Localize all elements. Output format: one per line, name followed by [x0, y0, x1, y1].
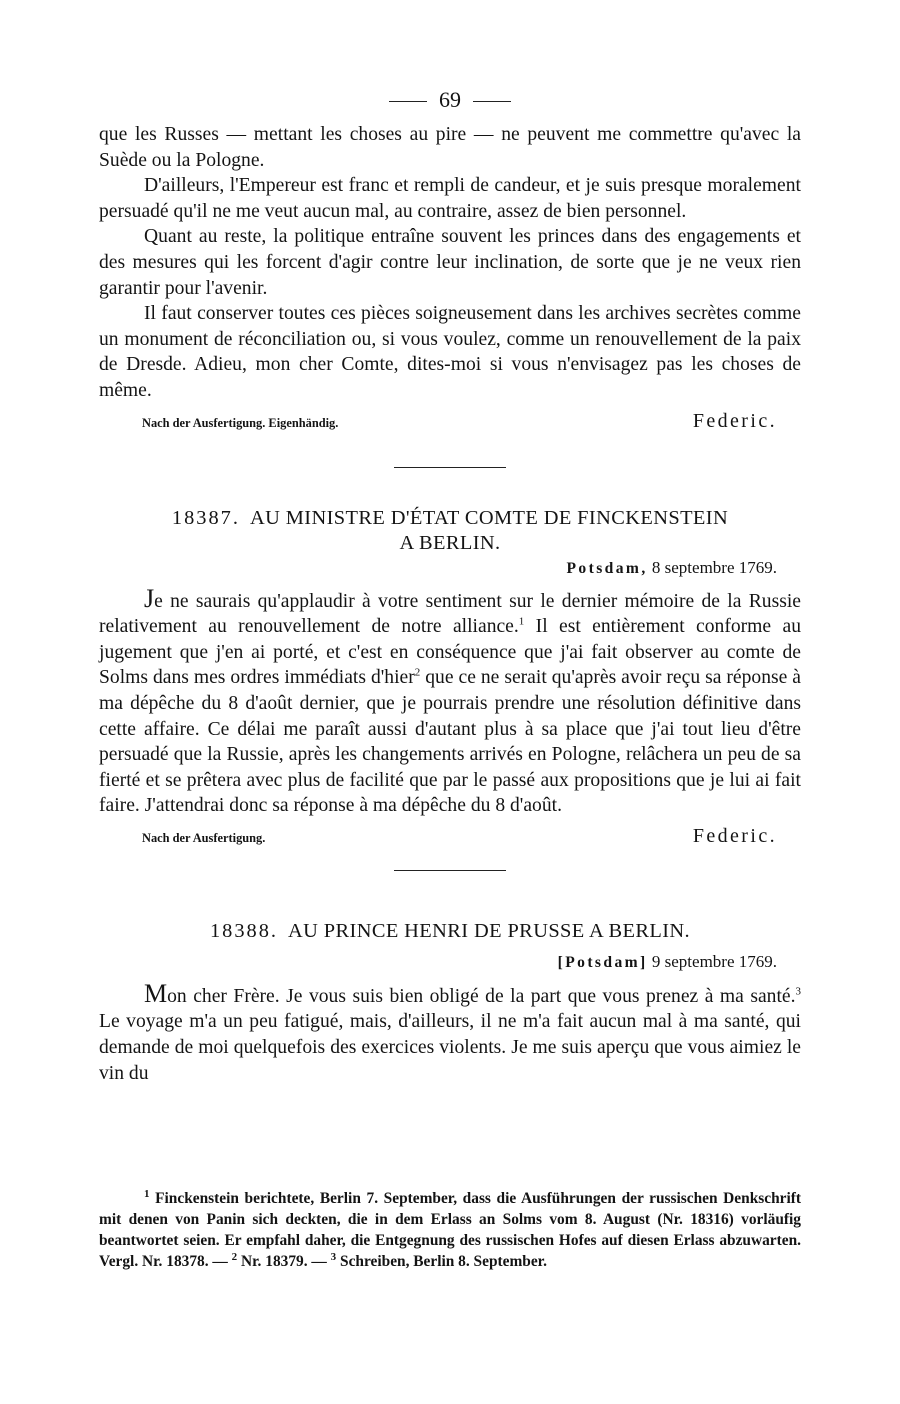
- footnotes: [99, 1188, 801, 1272]
- paragraph: Quant au reste, la politique entraîne souvent les princes dans des engagements et des mesures qui les forcent d'agir contre leur inclination, de sorte que je ne veux rien garantir pour l'avenir.: [99, 226, 801, 299]
- section-divider: [394, 870, 506, 871]
- dateline-date: 9 septembre 1769.: [651, 951, 777, 971]
- page-body: [99, 86, 801, 1086]
- letter-body: [99, 583, 802, 819]
- letter-number: 18387.: [171, 506, 240, 529]
- footnote-body: Schreiben, Berlin 8. September.: [336, 1253, 547, 1270]
- body-text: Il est entièrement conforme au jugement que j'en ai porté, et c'est en conséquence que j'ai fait observer au comte de Solms dans mes ordres immédiats d'hier: [99, 616, 801, 689]
- footnote-body: Finckenstein berichtete, Berlin 7. September, dass die Ausführungen der russischen Denkschrift mit denen von Panin sich deckten, die in dem Erlass an Solms vom 8. August (Nr. 18316) vorläufig beantwortet seien. Er empfahl daher, die Entgegnung des russischen Hofes auf diesen Erlass abzuwarten. Vergl. Nr. 18378. —: [99, 1190, 801, 1270]
- letter-addressee: AU MINISTRE D'ÉTAT COMTE DE FINCKENSTEIN: [249, 506, 729, 529]
- letter-heading: [99, 506, 801, 531]
- body-text: on cher Frère. Je vous suis bien obligé de la part que vous prenez à ma santé.: [167, 985, 796, 1007]
- letter-body: [99, 978, 801, 1086]
- letter-addressee: AU PRINCE HENRI DE PRUSSE A BERLIN.: [288, 919, 691, 942]
- footnote-ref: 2: [414, 666, 421, 679]
- closing-line: [99, 825, 801, 848]
- folio-dash-left: [389, 101, 427, 102]
- drop-cap: J: [144, 583, 155, 613]
- paragraph: D'ailleurs, l'Empereur est franc et rempli de candeur, et je suis presque moralement persuadé qu'il ne me veut aucun mal, au contraire, assez de bien personnel.: [99, 175, 801, 222]
- dateline-place: Potsdam,: [566, 559, 648, 577]
- body-text: que ce ne serait qu'après avoir reçu sa réponse à ma dépêche du 8 d'août dernier, que je pourrais prendre une résolution définitive dans cette affaire. Ce délai me paraît aussi d'autant plus à sa place que j'ai tout lieu d'être persuadé que la Russie, après les changements arrivés en Pologne, relâchera un peu de sa fierté et se prêtera avec plus de facilité que par le passé aux propositions que je lui ai fait faire. J'attendrai donc sa réponse à ma dépêche du 8 d'août.: [99, 667, 802, 817]
- letter-18388: [99, 919, 801, 1086]
- folio-dash-right: [473, 101, 511, 102]
- letter-heading-place: A BERLIN.: [399, 531, 501, 554]
- page-number: 69: [439, 87, 461, 112]
- signature: Federic.: [692, 409, 777, 432]
- body-text: Le voyage m'a un peu fatigué, mais, d'ailleurs, il ne m'a fait aucun mal à ma santé, qui demande de moi quelquefois des exercices violents. Je me suis aperçu que vous aimiez le vin du: [99, 1011, 801, 1084]
- dateline-place: [Potsdam]: [557, 953, 648, 971]
- dateline-date: 8 septembre 1769.: [651, 557, 777, 577]
- dateline: [99, 556, 801, 581]
- footnote-ref: 1: [518, 615, 525, 628]
- drop-cap: M: [144, 978, 168, 1008]
- footnote-body: Nr. 18379. —: [237, 1253, 331, 1270]
- section-divider: [394, 467, 506, 468]
- letter-heading: [99, 919, 801, 944]
- signature: Federic.: [692, 824, 777, 847]
- source-note: Nach der Ausfertigung. Eigenhändig.: [142, 415, 339, 430]
- footnote-ref: 3: [795, 985, 801, 998]
- footnote-text: [99, 1188, 801, 1272]
- closing-line: [99, 410, 801, 433]
- source-note: Nach der Ausfertigung.: [142, 830, 266, 845]
- body-text: e ne saurais qu'applaudir à votre sentiment sur le dernier mémoire de la Russie relativement au renouvellement de notre alliance.: [99, 590, 801, 638]
- letter-18387: [99, 506, 801, 848]
- letter-number: 18388.: [209, 919, 279, 942]
- previous-letter-continuation: [99, 122, 801, 433]
- footnote-mark: 2: [231, 1250, 238, 1263]
- dateline: [99, 950, 801, 975]
- footnote-mark: 1: [144, 1187, 150, 1200]
- paragraph: que les Russes — mettant les choses au pire — ne peuvent me commettre qu'avec la Suède ou la Pologne.: [99, 124, 801, 171]
- footnote-mark: 3: [330, 1250, 337, 1263]
- page-folio: [99, 86, 801, 114]
- paragraph: Il faut conserver toutes ces pièces soigneusement dans les archives secrètes comme un monument de réconciliation ou, si vous voulez, comme un renouvellement de la paix de Dresde. Adieu, mon cher Comte, dites-moi si vous n'envisagez pas les choses de même.: [99, 303, 801, 401]
